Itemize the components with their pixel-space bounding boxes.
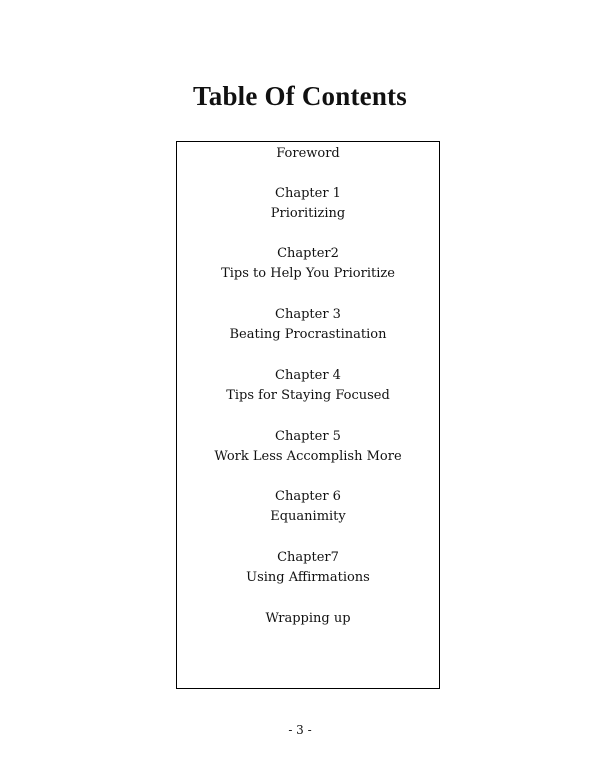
table-of-contents-box <box>176 141 440 689</box>
toc-chapter-label: Chapter 5 <box>275 429 341 444</box>
toc-entry-title: Foreword <box>276 146 340 161</box>
toc-entry-chapter-4[interactable] <box>177 366 439 406</box>
toc-entry-chapter-7[interactable] <box>177 548 439 588</box>
toc-entry-foreword[interactable] <box>177 144 439 164</box>
page-title: Table Of Contents <box>193 81 407 111</box>
toc-chapter-title: Tips for Staying Focused <box>226 388 390 403</box>
toc-chapter-label: Chapter 4 <box>275 368 341 383</box>
toc-chapter-title: Equanimity <box>270 509 346 524</box>
toc-chapter-label: Chapter 3 <box>275 307 341 322</box>
toc-entry-title: Wrapping up <box>265 611 351 626</box>
toc-chapter-label: Chapter2 <box>277 246 339 261</box>
toc-chapter-label: Chapter 1 <box>275 186 341 201</box>
toc-entry-chapter-3[interactable] <box>177 305 439 345</box>
toc-chapter-label: Chapter7 <box>277 550 339 565</box>
toc-chapter-title: Using Affirmations <box>246 570 370 585</box>
toc-chapter-title: Work Less Accomplish More <box>214 449 402 464</box>
toc-chapter-title: Prioritizing <box>270 206 346 221</box>
toc-entry-chapter-6[interactable] <box>177 487 439 527</box>
toc-entry-wrapping-up[interactable] <box>177 609 439 629</box>
toc-chapter-label: Chapter 6 <box>275 489 341 504</box>
page-number: - 3 - <box>288 723 312 737</box>
toc-chapter-title: Tips to Help You Prioritize <box>221 266 395 281</box>
toc-chapter-title: Beating Procrastination <box>229 327 387 342</box>
toc-entry-chapter-1[interactable] <box>177 184 439 224</box>
toc-entry-chapter-2[interactable] <box>177 244 439 284</box>
toc-entry-chapter-5[interactable] <box>177 427 439 467</box>
